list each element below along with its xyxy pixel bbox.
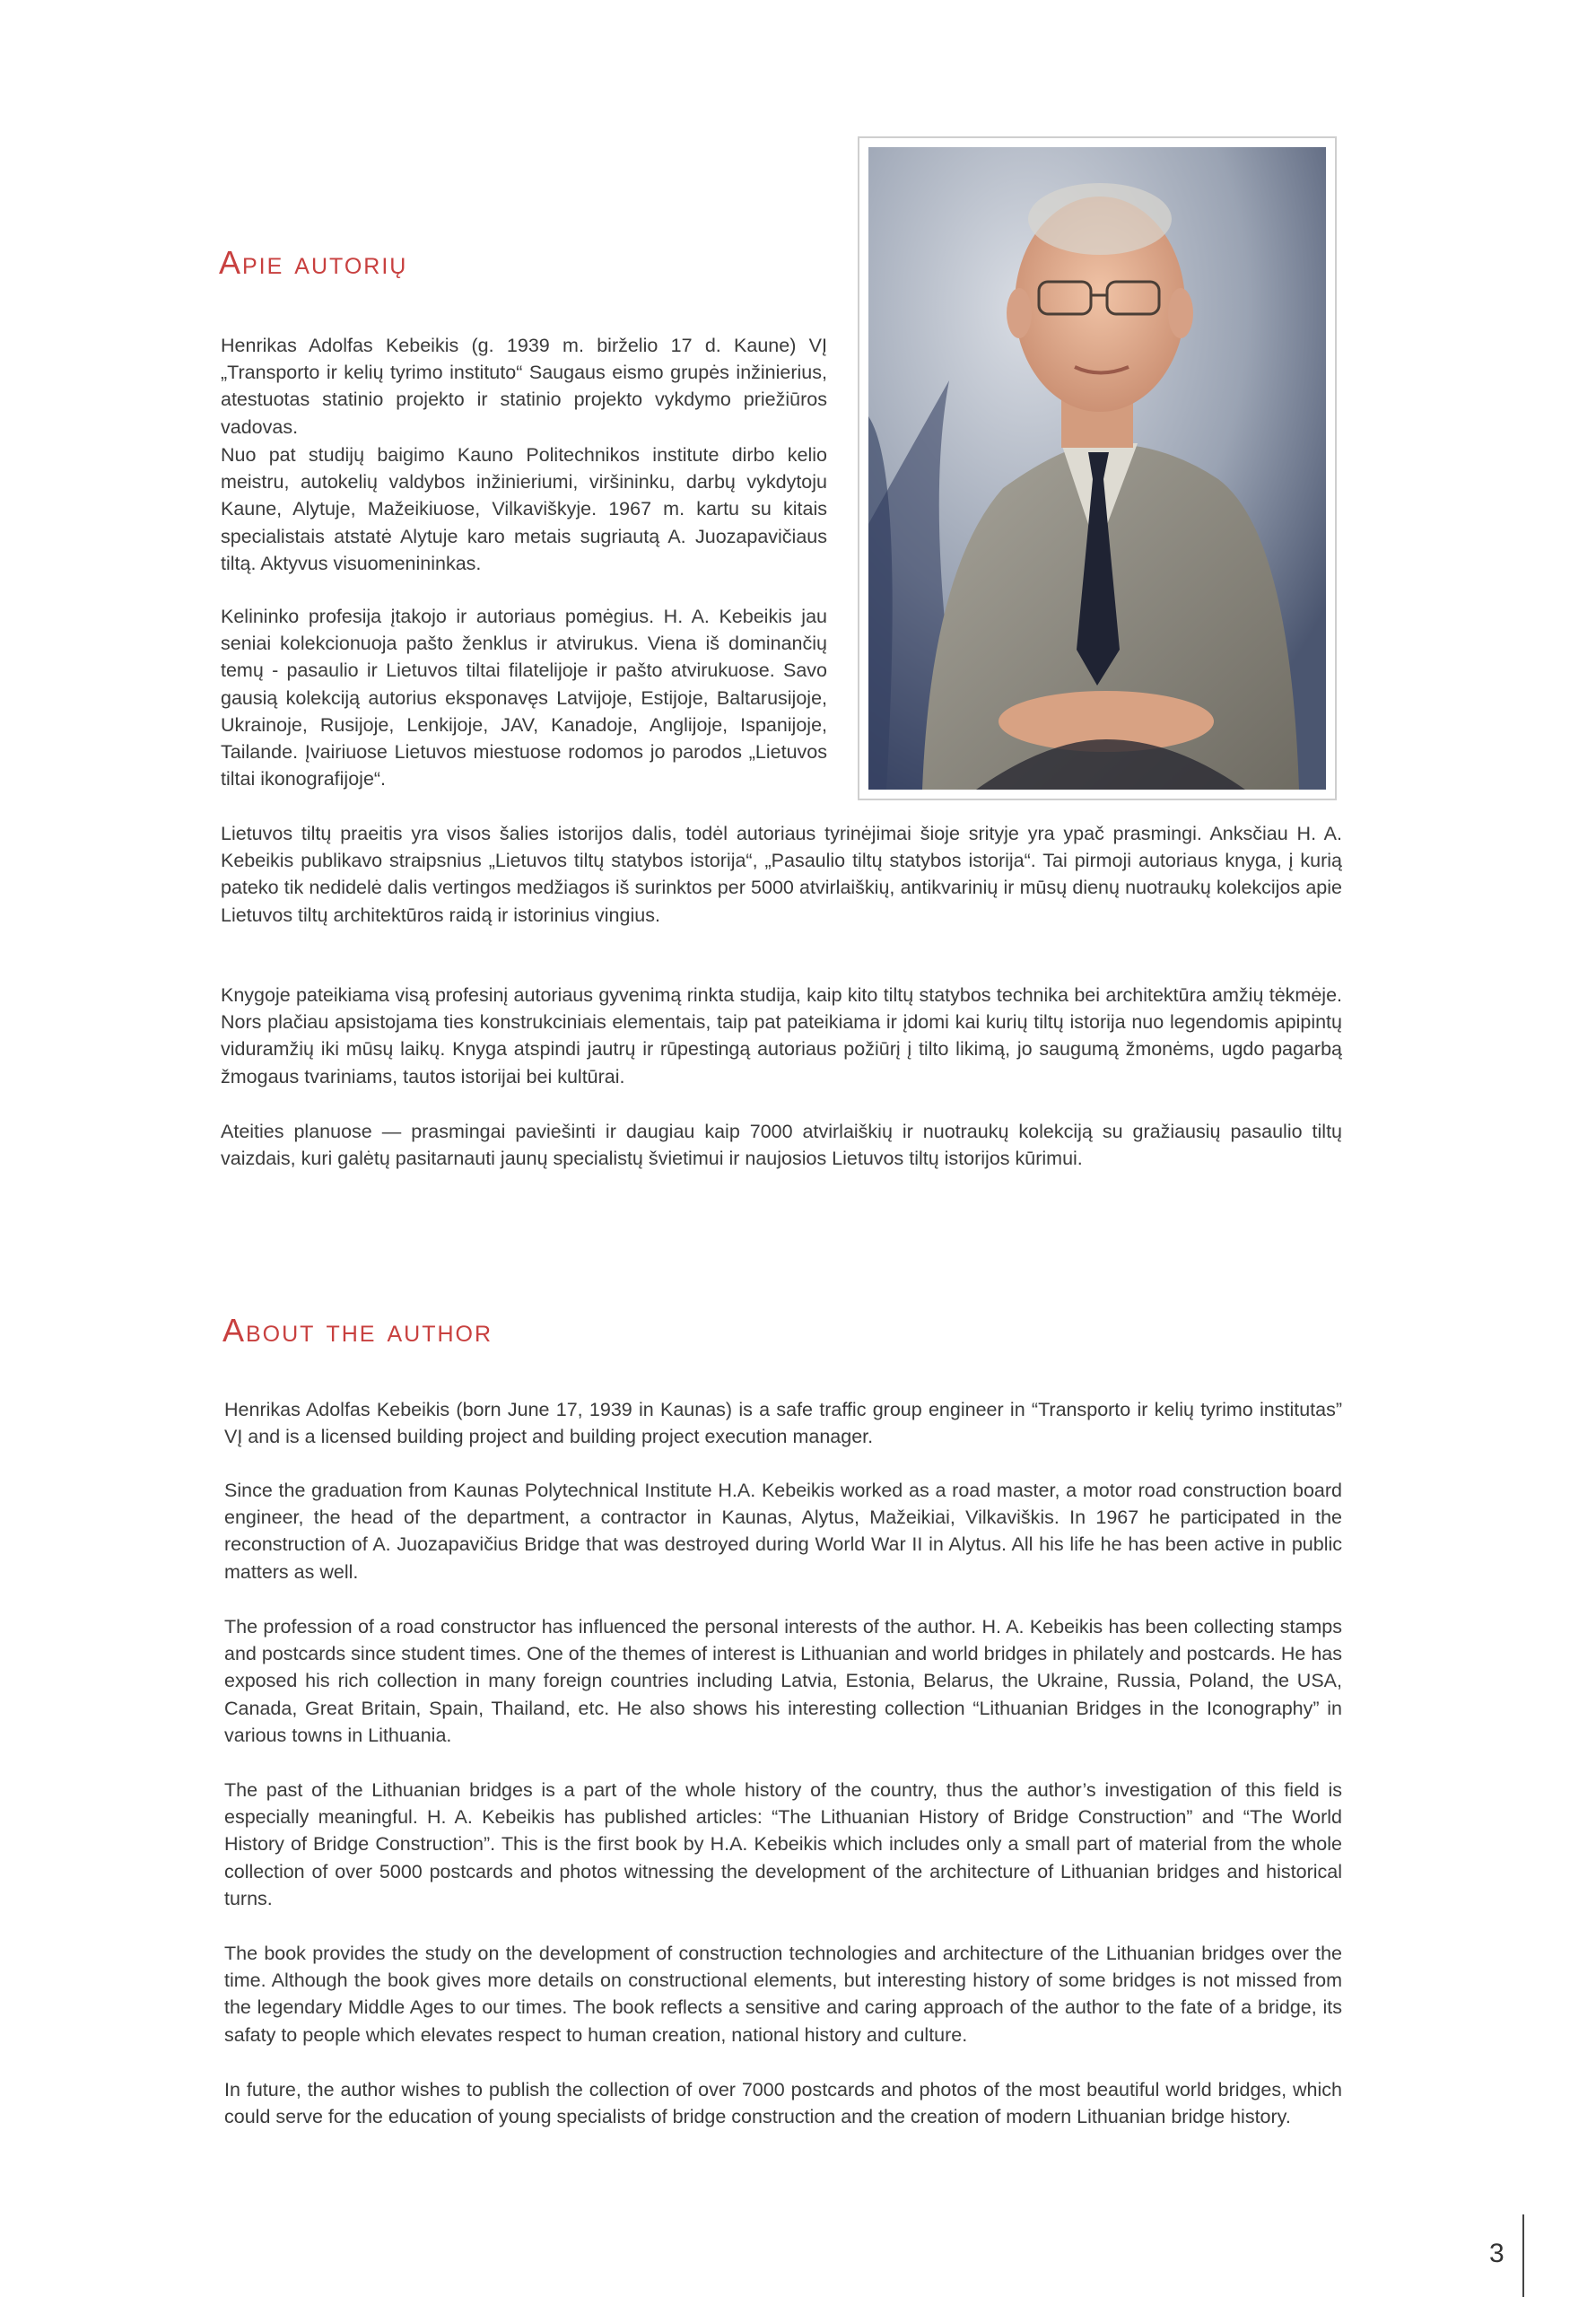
en-paragraph-4: The past of the Lithuanian bridges is a part of the whole history of the country, thus the author’s investigation of this field is especially meaningful. H. A. Kebeikis has published articles: “The Lithuanian History of Bridge Construction” and “The World History of Bridge Construction”. This is the first book by H.A. Kebeikis which includes only a small part of material from the whole collection of over 5000 postcards and photos witnessing the development of the architecture of Lithuanian bridges and historical turns. (224, 1779, 1342, 1909)
en-paragraph-5: The book provides the study on the development of construction technologies and architecture of the Lithuanian bridges over the time. Although the book gives more details on constructional elements, but interesting history of some bridges is not missed from the legendary Middle Ages to our times. The book reflects a sensitive and caring approach of the author to the fate of a bridge, its safaty to people which elevates respect to human creation, national history and culture. (224, 1943, 1342, 2046)
en-paragraph-3: The profession of a road constructor has influenced the personal interests of the author. H. A. Kebeikis has been collecting stamps and postcards since student times. One of the themes of interest is Lithuanian and world bridges in philately and postcards. He has exposed his rich collection in many foreign countries including Latvia, Estonia, Belarus, the Ukraine, Russia, Poland, the USA, Canada, Great Britain, Spain, Thailand, etc. He also shows his interesting collection “Lithuanian Bridges in the Iconography” in various towns in Lithuania. (224, 1616, 1342, 1746)
en-paragraph-2: Since the graduation from Kaunas Polytechnical Institute H.A. Kebeikis worked as a road master, a motor road construction board engineer, the head of the department, a contractor in Kaunas, Alytus, Mažeikiai, Vilkaviškis. In 1967 he participated in the reconstruction of A. Juozapavičius Bridge that was destroyed during World War II in Alytus. All his life he has been active in public matters as well. (224, 1480, 1342, 1583)
page-number: 3 (1489, 2239, 1504, 2268)
lt-paragraph-1: Henrikas Adolfas Kebeikis (g. 1939 m. birželio 17 d. Kaune) VĮ „Transporto ir kelių tyrimo instituto“ Saugaus eismo grupės inžinierius, atestuotas statinio projekto ir statinio projekto vykdymo priežiūros vadovas. (221, 335, 827, 438)
lt-section-heading: Apie autorių (219, 244, 408, 281)
lt-paragraph-2: Nuo pat studijų baigimo Kauno Politechnikos institute dirbo kelio meistru, autokelių valdybos inžinieriumi, viršininku, darbų vykdytoju Kaune, Alytuje, Mažeikiuose, Vilkaviškyje. 1967 m. kartu su kitais specialistais atstatė Alytuje karo metais sugriautą A. Juozapavičiaus tiltą. Aktyvus visuomenininkas. (221, 444, 827, 574)
lt-paragraph-3: Kelininko profesija įtakojo ir autoriaus pomėgius. H. A. Kebeikis jau seniai kolekcionuoja pašto ženklus ir atvirukus. Viena iš dominančių temų - pasaulio ir Lietuvos tiltai filatelijoje ir pašto atvirukuose. Savo gausią kolekciją autorius eksponavęs Latvijoje, Estijoje, Baltarusijoje, Ukrainoje, Rusijoje, Lenkijoje, JAV, Kanadoje, Anglijoje, Ispanijoje, Tailande. Įvairiuose Lietuvos miestuose rodomos jo parodos „Lietuvos tiltai ikonografijoje“. (221, 606, 827, 790)
lt-paragraph-4: Lietuvos tiltų praeitis yra visos šalies istorijos dalis, todėl autoriaus tyrinėjimai šioje srityje yra ypač prasmingi. Anksčiau H. A. Kebeikis publikavo straipsnius „Lietuvos tiltų statybos istorija“, „Pasaulio tiltų statybos istorija“. Tai pirmoji autoriaus knyga, į kurią pateko tik nedidelė dalis vertingos medžiagos iš surinktos per 5000 atvirlaiškių, antikvarinių ir mūsų dienų nuotraukų kolekcijos apie Lietuvos tiltų architektūros raidą ir istorinius vingius. (221, 823, 1342, 926)
lt-paragraph-6: Ateities planuose — prasmingai paviešinti ir daugiau kaip 7000 atvirlaiškių ir nuotraukų kolekciją su gražiausių pasaulio tiltų vaizdais, kuri galėtų pasitarnauti jaunų specialistų švietimui ir naujosios Lietuvos tiltų istorijos kūrimui. (221, 1121, 1342, 1170)
en-paragraph-1: Henrikas Adolfas Kebeikis (born June 17, 1939 in Kaunas) is a safe traffic group engineer in “Transporto ir kelių tyrimo institutas” VĮ and is a licensed building project and building project execution manager. (224, 1399, 1342, 1448)
lt-paragraph-5: Knygoje pateikiama visą profesinį autoriaus gyvenimą rinkta studija, kaip kito tiltų statybos technika bei architektūra amžių tėkmėje. Nors plačiau apsistojama ties konstrukciniais elementais, taip pat pateikiama ir įdomi kai kurių tiltų istorija nuo legendomis apipintų viduramžių iki mūsų laikų. Knyga atspindi jautrų ir rūpestingą autoriaus požiūrį į tilto likimą, jo saugumą žmonėms, ugdo pagarbą žmogaus tvariniams, tautos istorijai bei kultūrai. (221, 984, 1342, 1087)
author-portrait (858, 136, 1337, 800)
en-section-heading: About the author (222, 1312, 493, 1349)
en-paragraph-6: In future, the author wishes to publish the collection of over 7000 postcards and photos of the most beautiful world bridges, which could serve for the education of young specialists of bridge construction and the creation of modern Lithuanian bridge history. (224, 2079, 1342, 2128)
page-number-rule (1522, 2214, 1524, 2297)
author-portrait-image (868, 147, 1326, 790)
